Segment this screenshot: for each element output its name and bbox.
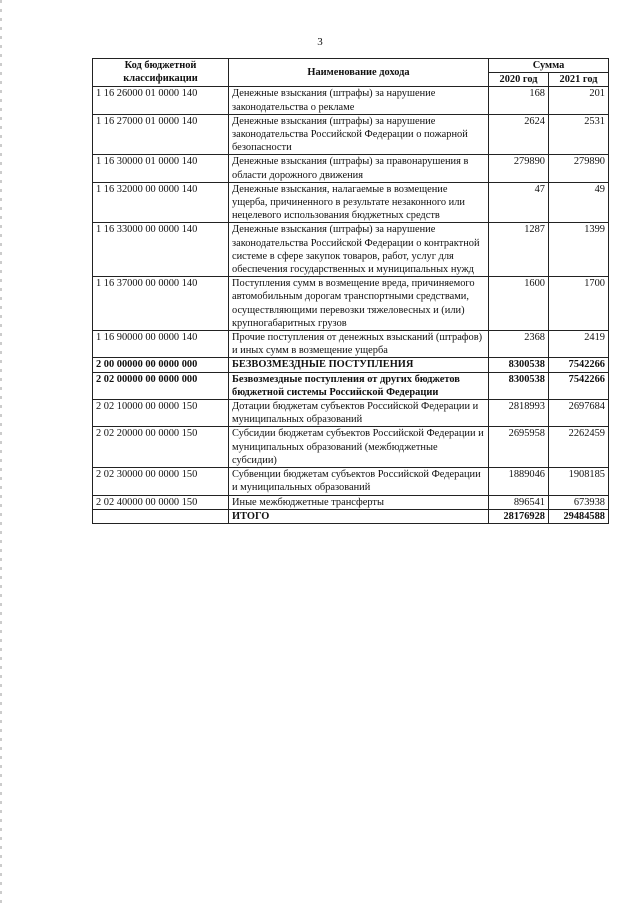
row-name: Безвозмездные поступления от других бюджетов бюджетной системы Российской Федерации xyxy=(229,372,489,399)
row-name: Денежные взыскания (штрафы) за нарушение законодательства Российской Федерации о контрактной системе в сфере закупок товаров, работ, услуг для обеспечения государственных и муниципальных нужд xyxy=(229,223,489,277)
table-row xyxy=(93,87,609,114)
row-code: 1 16 30000 01 0000 140 xyxy=(93,155,229,182)
row-value-2021: 279890 xyxy=(549,155,609,182)
row-name: Денежные взыскания (штрафы) за нарушение законодательства Российской Федерации о пожарной безопасности xyxy=(229,114,489,155)
row-value-2020: 28176928 xyxy=(489,509,549,523)
row-name: Субсидии бюджетам субъектов Российской Федерации и муниципальных образований (межбюджетные субсидии) xyxy=(229,427,489,468)
table-row xyxy=(93,358,609,372)
row-value-2020: 279890 xyxy=(489,155,549,182)
row-code: 2 00 00000 00 0000 000 xyxy=(93,358,229,372)
row-value-2020: 1889046 xyxy=(489,468,549,495)
header-sum: Сумма xyxy=(489,59,609,73)
table-row xyxy=(93,277,609,331)
header-year-2021: 2021 год xyxy=(549,73,609,87)
row-name: Прочие поступления от денежных взысканий (штрафов) и иных сумм в возмещение ущерба xyxy=(229,331,489,358)
table-row xyxy=(93,468,609,495)
header-name: Наименование дохода xyxy=(229,59,489,87)
row-value-2020: 2695958 xyxy=(489,427,549,468)
row-name: Иные межбюджетные трансферты xyxy=(229,495,489,509)
row-value-2020: 168 xyxy=(489,87,549,114)
row-value-2021: 7542266 xyxy=(549,372,609,399)
row-value-2020: 47 xyxy=(489,182,549,223)
row-value-2020: 1600 xyxy=(489,277,549,331)
row-name: Субвенции бюджетам субъектов Российской Федерации и муниципальных образований xyxy=(229,468,489,495)
table-row xyxy=(93,155,609,182)
table-body xyxy=(93,87,609,524)
row-value-2021: 7542266 xyxy=(549,358,609,372)
row-code: 1 16 33000 00 0000 140 xyxy=(93,223,229,277)
table-row xyxy=(93,427,609,468)
row-code: 2 02 30000 00 0000 150 xyxy=(93,468,229,495)
row-value-2020: 2368 xyxy=(489,331,549,358)
row-code: 2 02 10000 00 0000 150 xyxy=(93,400,229,427)
row-value-2021: 49 xyxy=(549,182,609,223)
table-row xyxy=(93,400,609,427)
row-code: 2 02 40000 00 0000 150 xyxy=(93,495,229,509)
row-name: БЕЗВОЗМЕЗДНЫЕ ПОСТУПЛЕНИЯ xyxy=(229,358,489,372)
row-value-2021: 2531 xyxy=(549,114,609,155)
row-name: Дотации бюджетам субъектов Российской Федерации и муниципальных образований xyxy=(229,400,489,427)
table-row xyxy=(93,223,609,277)
row-code: 1 16 32000 00 0000 140 xyxy=(93,182,229,223)
scan-margin-line xyxy=(0,0,2,905)
page-number: 3 xyxy=(317,36,323,48)
row-value-2021: 29484588 xyxy=(549,509,609,523)
row-code: 1 16 26000 01 0000 140 xyxy=(93,87,229,114)
row-code: 1 16 90000 00 0000 140 xyxy=(93,331,229,358)
row-value-2021: 2419 xyxy=(549,331,609,358)
row-name: Денежные взыскания, налагаемые в возмещение ущерба, причиненного в результате незаконного или нецелевого использования бюджетных средств xyxy=(229,182,489,223)
row-value-2021: 1700 xyxy=(549,277,609,331)
row-code: 2 02 20000 00 0000 150 xyxy=(93,427,229,468)
table-row xyxy=(93,331,609,358)
row-name: Денежные взыскания (штрафы) за правонарушения в области дорожного движения xyxy=(229,155,489,182)
row-code xyxy=(93,509,229,523)
row-value-2020: 2818993 xyxy=(489,400,549,427)
table-row xyxy=(93,372,609,399)
table-row xyxy=(93,114,609,155)
row-value-2020: 2624 xyxy=(489,114,549,155)
header-code: Код бюджетной классификации xyxy=(93,59,229,87)
row-code: 2 02 00000 00 0000 000 xyxy=(93,372,229,399)
table-row xyxy=(93,182,609,223)
row-value-2020: 896541 xyxy=(489,495,549,509)
row-code: 1 16 27000 01 0000 140 xyxy=(93,114,229,155)
row-name: Поступления сумм в возмещение вреда, причиняемого автомобильным дорогам транспортными средствами, осуществляющими перевозки тяжеловесных и (или) крупногабаритных грузов xyxy=(229,277,489,331)
row-value-2021: 1399 xyxy=(549,223,609,277)
row-name: Денежные взыскания (штрафы) за нарушение законодательства о рекламе xyxy=(229,87,489,114)
row-value-2021: 1908185 xyxy=(549,468,609,495)
row-value-2021: 2262459 xyxy=(549,427,609,468)
row-code: 1 16 37000 00 0000 140 xyxy=(93,277,229,331)
row-value-2020: 8300538 xyxy=(489,358,549,372)
table-row xyxy=(93,495,609,509)
row-value-2021: 2697684 xyxy=(549,400,609,427)
row-value-2020: 8300538 xyxy=(489,372,549,399)
row-name: ИТОГО xyxy=(229,509,489,523)
row-value-2020: 1287 xyxy=(489,223,549,277)
header-year-2020: 2020 год xyxy=(489,73,549,87)
row-value-2021: 201 xyxy=(549,87,609,114)
budget-revenue-table xyxy=(92,58,609,524)
row-value-2021: 673938 xyxy=(549,495,609,509)
table-row xyxy=(93,509,609,523)
